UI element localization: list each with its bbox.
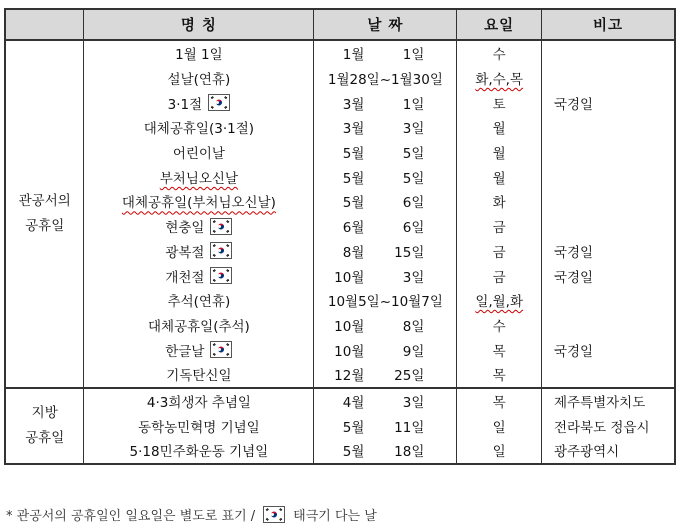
holiday-date-cell [314, 389, 456, 414]
holiday-month: 5월 [342, 419, 365, 436]
group-public-holidays [5, 40, 675, 388]
holiday-date-cell [314, 90, 456, 115]
holiday-day: 1일 [402, 96, 425, 113]
holiday-date-cell [314, 189, 456, 214]
holiday-remark-cell [542, 362, 674, 387]
holiday-day: 11일 [394, 419, 425, 436]
holiday-date-cell [314, 263, 456, 288]
holiday-month: 10월 [334, 318, 365, 335]
holiday-day: 9일 [402, 343, 425, 360]
footnote-text: * 관공서의 공휴일인 일요일은 별도로 표기 / [6, 509, 256, 524]
taegukgi-flag-icon [210, 242, 232, 259]
holiday-month: 3월 [342, 96, 365, 113]
holiday-date-range: 1월28일~1월30일 [327, 72, 443, 89]
holiday-remark-cell [542, 413, 674, 438]
holiday-date-cell [314, 362, 456, 387]
header-name: 명 칭 [84, 9, 314, 40]
taegukgi-flag-icon [210, 341, 232, 358]
taegukgi-flag-icon [210, 218, 232, 235]
holiday-weekday: 월 [492, 170, 506, 187]
holiday-weekday-cell [457, 337, 541, 362]
holiday-month: 5월 [342, 146, 365, 163]
holiday-name: 대체공휴일(3·1절) [143, 121, 255, 138]
holiday-remark: 제주특별자치도 [553, 394, 646, 411]
taegukgi-flag-icon [263, 506, 285, 523]
holiday-day: 15일 [394, 244, 425, 261]
group-local-holidays [5, 388, 675, 464]
holiday-weekday: 금 [492, 220, 506, 237]
holiday-date-cell [314, 66, 456, 91]
holiday-weekday: 일 [492, 419, 506, 436]
holiday-date-cell [314, 438, 456, 463]
holiday-month: 1월 [342, 47, 365, 64]
holiday-date-range: 10월5일~10월7일 [327, 294, 443, 311]
holiday-date-cell [314, 337, 456, 362]
holiday-name-cell [84, 389, 313, 414]
holiday-name: 어린이날 [172, 146, 225, 163]
holiday-remark-cell [542, 164, 674, 189]
holiday-weekday: 금 [492, 269, 506, 286]
holiday-date-cell [314, 313, 456, 338]
holiday-remark-cell [542, 288, 674, 313]
holiday-weekday-cell [457, 214, 541, 239]
holiday-name: 1월 1일 [175, 47, 223, 64]
holiday-date-cell [314, 115, 456, 140]
holiday-remark-cell [542, 214, 674, 239]
holiday-weekday-cell [457, 438, 541, 463]
holiday-remark: 국경일 [553, 269, 594, 286]
holiday-name-cell [84, 239, 313, 264]
holiday-day: 1일 [402, 47, 425, 64]
holiday-weekday: 토 [492, 96, 506, 113]
holiday-weekday-cell [457, 239, 541, 264]
holiday-weekday: 월 [492, 146, 506, 163]
holiday-name: 동학농민혁명 기념일 [138, 419, 260, 436]
holiday-name-cell [84, 41, 313, 66]
holiday-day: 3일 [402, 269, 425, 286]
holiday-weekday: 수 [492, 47, 506, 64]
holiday-remark: 광주광역시 [553, 444, 620, 461]
holiday-remark-cell [542, 115, 674, 140]
taegukgi-flag-icon [208, 94, 230, 111]
holiday-weekday: 일 [492, 444, 506, 461]
holiday-remark: 국경일 [553, 244, 594, 261]
holiday-date-cell [314, 239, 456, 264]
group-label-local: 지방 공휴일 [5, 388, 84, 464]
holiday-remark-cell [542, 337, 674, 362]
holiday-remark-cell [542, 140, 674, 165]
holiday-remark-cell [542, 313, 674, 338]
holiday-weekday-cell [457, 189, 541, 214]
holiday-name-cell [84, 438, 313, 463]
holiday-weekday-cell [457, 115, 541, 140]
holiday-date-cell [314, 41, 456, 66]
holiday-name-cell [84, 263, 313, 288]
column-date [314, 388, 457, 464]
holiday-table [4, 8, 676, 465]
column-weekday [457, 40, 542, 388]
column-name [84, 388, 314, 464]
holiday-name-cell [84, 313, 313, 338]
holiday-name-cell [84, 115, 313, 140]
holiday-name: 4·3희생자 추념일 [146, 394, 251, 411]
holiday-day: 6일 [402, 195, 425, 212]
holiday-remark-cell [542, 189, 674, 214]
holiday-name: 광복절 [165, 244, 205, 261]
holiday-day: 25일 [394, 368, 425, 385]
holiday-date-cell [314, 214, 456, 239]
holiday-month: 5월 [342, 444, 365, 461]
holiday-name-cell [84, 214, 313, 239]
holiday-weekday: 목 [492, 343, 506, 360]
holiday-weekday-cell [457, 313, 541, 338]
holiday-month: 10월 [334, 343, 365, 360]
holiday-name-cell [84, 413, 313, 438]
holiday-name-cell [84, 140, 313, 165]
holiday-month: 6월 [342, 220, 365, 237]
holiday-month: 12월 [334, 368, 365, 385]
holiday-remark: 전라북도 정읍시 [553, 419, 650, 436]
holiday-weekday: 목 [492, 368, 506, 385]
holiday-date-cell [314, 164, 456, 189]
holiday-day: 6일 [402, 220, 425, 237]
holiday-month: 10월 [334, 269, 365, 286]
holiday-name: 5·18민주화운동 기념일 [129, 444, 269, 461]
footnote [6, 505, 377, 524]
holiday-weekday: 금 [492, 244, 506, 261]
holiday-weekday-cell [457, 389, 541, 414]
holiday-weekday: 화,수,목 [475, 72, 524, 89]
holiday-weekday-cell [457, 41, 541, 66]
holiday-date-cell [314, 413, 456, 438]
taegukgi-flag-icon [210, 267, 232, 284]
holiday-weekday-cell [457, 66, 541, 91]
group-label-public: 관공서의 공휴일 [5, 40, 84, 388]
holiday-remark-cell [542, 438, 674, 463]
header-date: 날 짜 [314, 9, 457, 40]
holiday-day: 3일 [402, 121, 425, 138]
footnote-flag-text: 태극기 다는 날 [293, 509, 377, 524]
holiday-name-cell [84, 66, 313, 91]
holiday-remark: 국경일 [553, 96, 594, 113]
holiday-name: 대체공휴일(부처님오신날) [121, 195, 276, 212]
holiday-month: 3월 [342, 121, 365, 138]
holiday-remark: 국경일 [553, 343, 594, 360]
holiday-name: 설날(연휴) [167, 72, 231, 89]
holiday-month: 5월 [342, 195, 365, 212]
column-date [314, 40, 457, 388]
holiday-day: 8일 [402, 318, 425, 335]
holiday-weekday: 월 [492, 121, 506, 138]
column-name [84, 40, 314, 388]
table-header-row [5, 9, 675, 40]
holiday-remark-cell [542, 66, 674, 91]
column-remark [541, 40, 675, 388]
header-remark: 비고 [541, 9, 675, 40]
holiday-name: 대체공휴일(추석) [147, 318, 250, 335]
holiday-month: 4월 [342, 394, 365, 411]
holiday-weekday-cell [457, 413, 541, 438]
holiday-date-cell [314, 288, 456, 313]
holiday-month: 5월 [342, 170, 365, 187]
holiday-weekday-cell [457, 288, 541, 313]
holiday-day: 5일 [402, 170, 425, 187]
holiday-name-cell [84, 362, 313, 387]
holiday-weekday-cell [457, 263, 541, 288]
holiday-name-cell [84, 189, 313, 214]
holiday-name-cell [84, 337, 313, 362]
holiday-name: 3·1절 [167, 96, 203, 113]
column-remark [541, 388, 675, 464]
holiday-weekday: 수 [492, 318, 506, 335]
holiday-weekday-cell [457, 164, 541, 189]
holiday-name: 개천절 [165, 269, 205, 286]
holiday-remark-cell [542, 389, 674, 414]
holiday-name: 한글날 [165, 343, 205, 360]
holiday-weekday: 화 [492, 195, 506, 212]
holiday-remark-cell [542, 239, 674, 264]
holiday-weekday-cell [457, 90, 541, 115]
holiday-weekday-cell [457, 362, 541, 387]
holiday-name-cell [84, 288, 313, 313]
header-weekday: 요일 [457, 9, 542, 40]
holiday-remark-cell [542, 90, 674, 115]
holiday-day: 5일 [402, 146, 425, 163]
holiday-day: 18일 [394, 444, 425, 461]
holiday-name: 추석(연휴) [167, 294, 231, 311]
holiday-remark-cell [542, 263, 674, 288]
holiday-day: 3일 [402, 394, 425, 411]
holiday-month: 8월 [342, 244, 365, 261]
column-weekday [457, 388, 542, 464]
holiday-remark-cell [542, 41, 674, 66]
header-group [5, 9, 84, 40]
holiday-date-cell [314, 140, 456, 165]
holiday-weekday-cell [457, 140, 541, 165]
holiday-name: 기독탄신일 [166, 368, 232, 385]
holiday-weekday: 목 [492, 394, 506, 411]
holiday-weekday: 일,월,화 [475, 294, 524, 311]
holiday-name: 현충일 [165, 220, 205, 237]
holiday-name-cell [84, 90, 313, 115]
holiday-name: 부처님오신날 [159, 170, 239, 187]
holiday-name-cell [84, 164, 313, 189]
